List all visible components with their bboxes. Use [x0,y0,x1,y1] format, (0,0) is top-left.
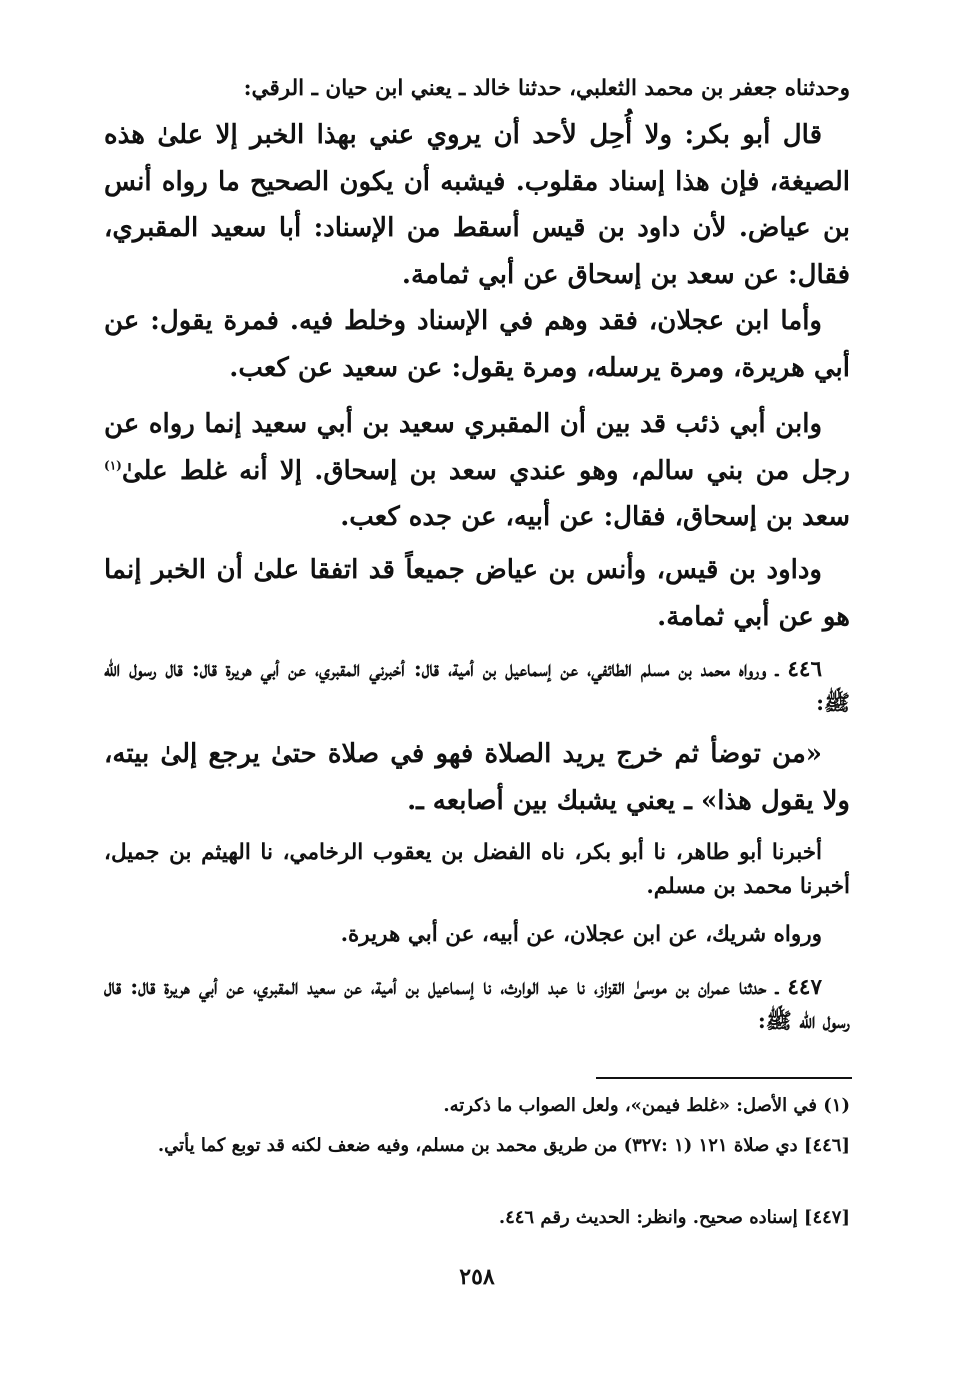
sharik-line: ورواه شريك، عن ابن عجلان، عن أبيه، عن أبي هريرة. [340,922,822,947]
footnote-446: [٤٤٦] دي صلاة ١٢١ (١ :٣٢٧) من طريق محمد بن مسلم، وفيه ضعف لكنه قد توبع كما يأتي. [157,1135,850,1156]
footnote-447: [٤٤٧] إسناده صحيح. وانظر: الحديث رقم ٤٤٦. [498,1207,850,1228]
footnote-marker: (١) [104,457,122,472]
hadith-447-intro: ٤٤٧ ـ حدثنا عمران بن موسىٰ القزاز، نا عبد الوارث، نا إسماعيل بن أمية، عن سعيد المقبري، عن أبي هريرة قال: قال رسول الله ﷺ: [104,975,850,1034]
footnote-divider [596,1077,852,1079]
chain-note: أخبرنا أبو طاهر، نا أبو بكر، ناه الفضل بن يعقوب الرخامي، نا الهيثم بن جميل، أخبرنا محمد بن مسلم. [104,840,850,899]
intro-line: وحدثناه جعفر بن محمد الثعلبي، حدثنا خالد ـ يعني ابن حيان ـ الرقي: [243,76,850,101]
hadith-446-intro: ٤٤٦ ـ ورواه محمد بن مسلم الطائفي، عن إسماعيل بن أمية، قال: أخبرني المقبري، عن أبي هريرة قال: قال رسول الله ﷺ: [104,657,850,716]
hadith-446-text: «من توضأ ثم خرج يريد الصلاة فهو في صلاة حتىٰ يرجع إلىٰ بيته، ولا يقول هذا» ـ يعني يشبك بين أصابعه ـ. [104,739,850,816]
footnote-1: (١) في الأصل: «غلط فيمن»، ولعل الصواب ما ذكرته. [443,1095,850,1116]
paragraph-abu-bakr: قال أبو بكر: ولا أُحِل لأحد أن يروي عني بهذا الخبر إلا علىٰ هذه الصيغة، فإن هذا إسناد مقلوب. فيشبه أن يكون الصحيح ما رواه أنس بن عياض. لأن داود بن قيس أسقط من الإسناد: أبا سعيد المقبري، فقال: عن سعد بن إسحاق عن أبي ثمامة. [104,120,850,290]
paragraph-text-after-note: سعد بن إسحاق، فقال: عن أبيه، عن جده كعب. [340,502,850,532]
paragraph-ibn-abi-dhib [104,401,850,541]
paragraph-text-before-note: وابن أبي ذئب قد بين أن المقبري سعيد بن أبي سعيد إنما رواه عن رجل من بني سالم، وهو عندي سعد بن إسحاق. إلا أنه غلط علىٰ [104,409,850,486]
paragraph-dawud: وداود بن قيس، وأنس بن عياض جميعاً قد اتفقا علىٰ أن الخبر إنما هو عن أبي ثمامة. [104,555,850,632]
page-number: ٢٥٨ [459,1264,495,1290]
paragraph-ibn-ajlan: وأما ابن عجلان، فقد وهم في الإسناد وخلط فيه. فمرة يقول: عن أبي هريرة، ومرة يرسله، ومرة يقول: عن سعيد عن كعب. [104,306,850,383]
